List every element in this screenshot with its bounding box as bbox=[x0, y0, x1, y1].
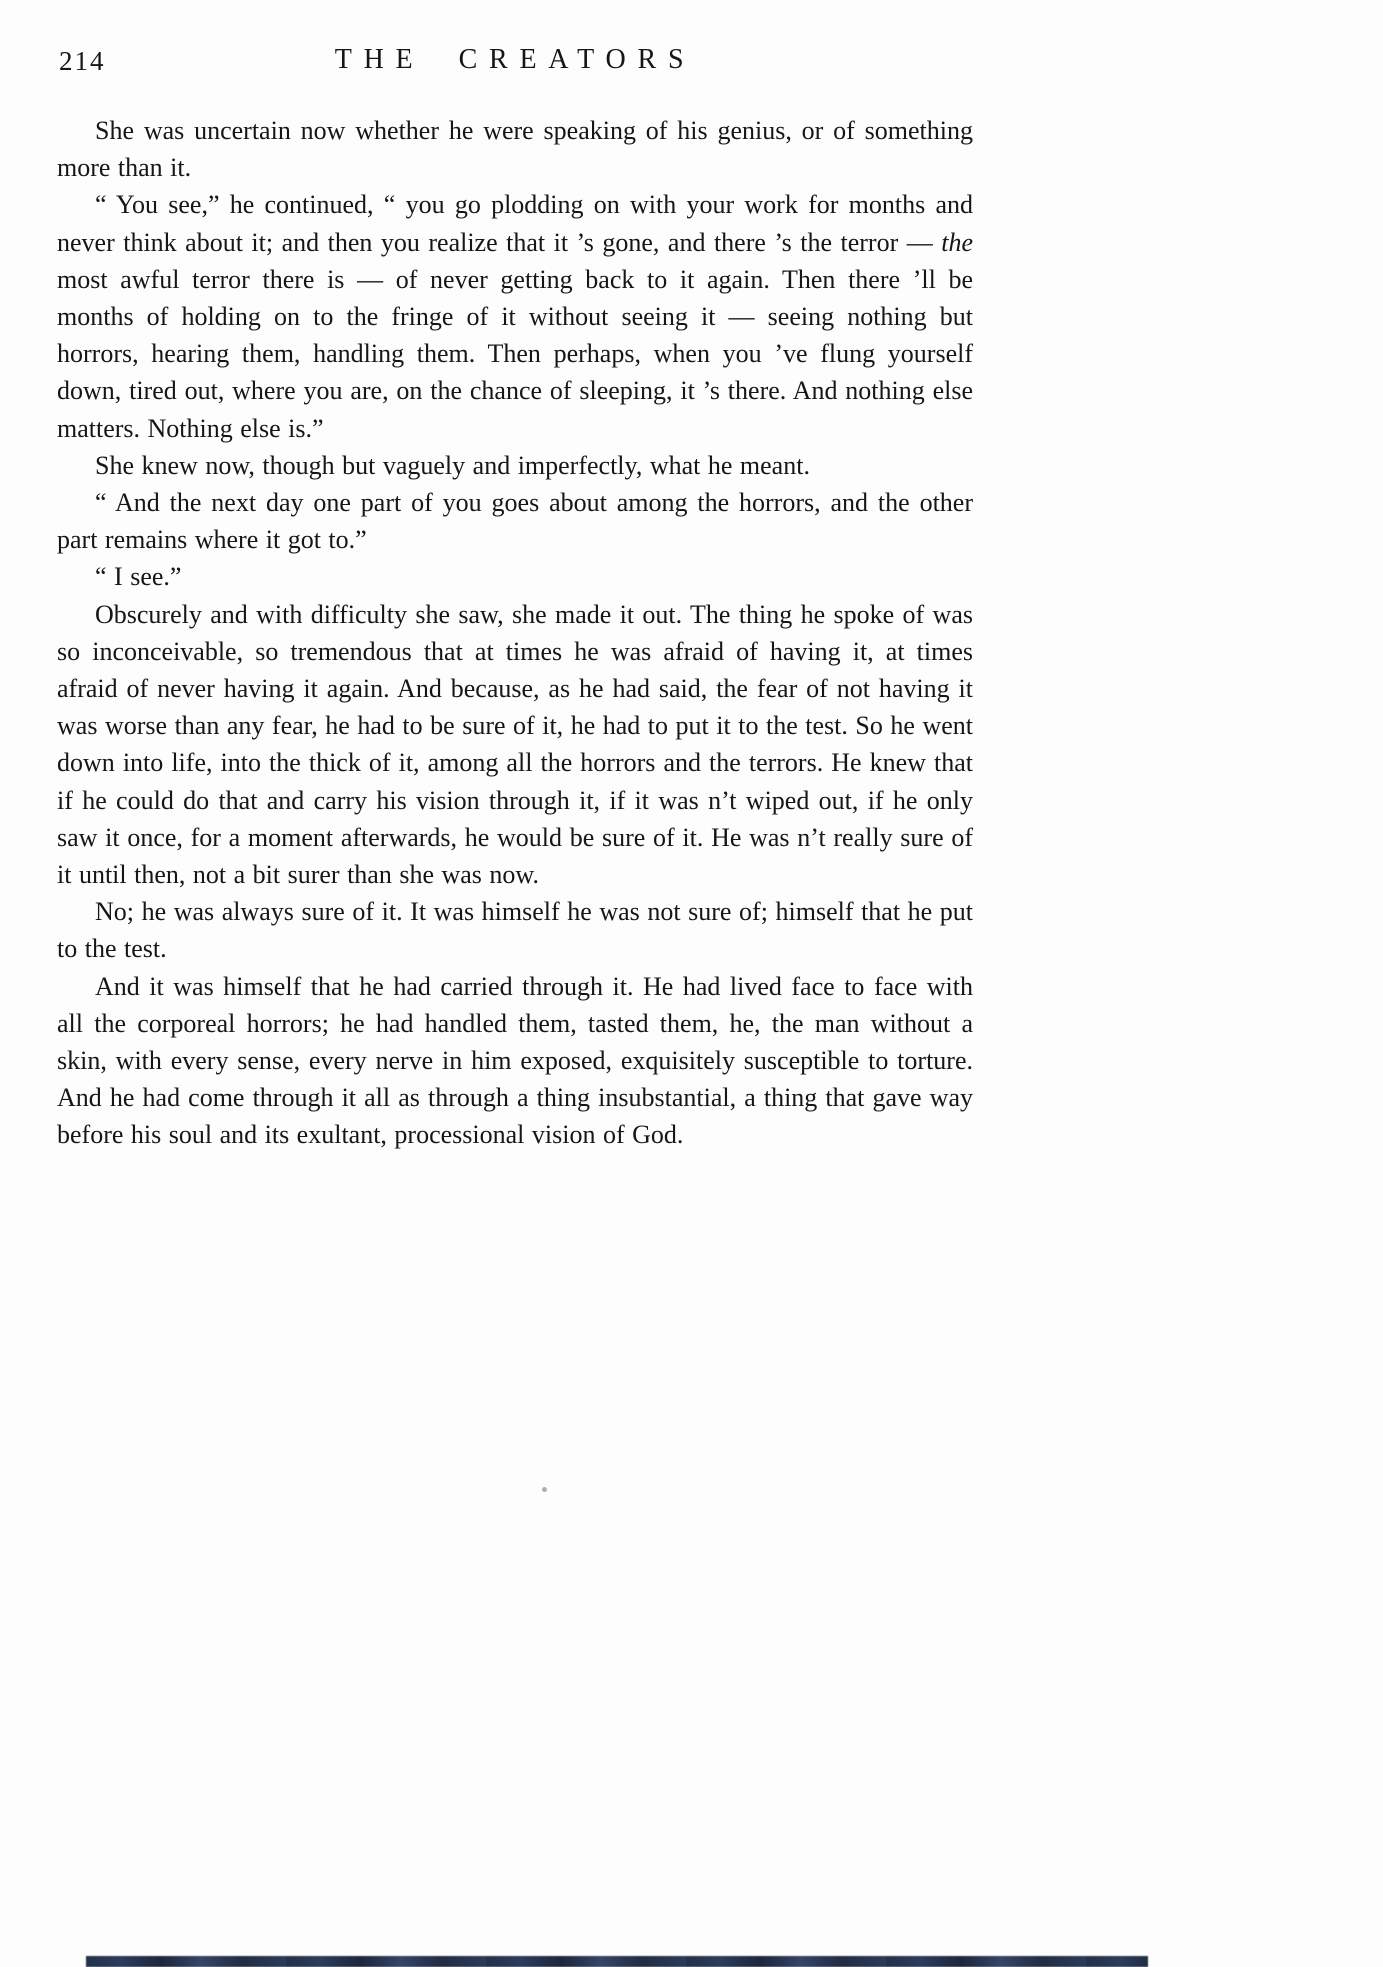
italic-text: the bbox=[941, 227, 973, 257]
text-segment: “ I see.” bbox=[95, 562, 182, 592]
paragraph bbox=[57, 112, 973, 186]
paragraph bbox=[57, 558, 973, 595]
scan-speckle-artifact bbox=[542, 1487, 547, 1492]
text-block bbox=[57, 44, 973, 1154]
paragraph bbox=[57, 186, 973, 446]
page-number: 214 bbox=[59, 46, 106, 76]
scan-edge-artifact bbox=[86, 1956, 1148, 1967]
paragraph bbox=[57, 596, 973, 894]
paragraph bbox=[57, 484, 973, 558]
text-segment: And it was himself that he had carried through it. He had lived face to face with all the corporeal horrors; he had handled them, tasted them, he, the man without a skin, with every sense, every nerve in him exposed, exquisitely susceptible to torture. And he had come through it all as through a thing insubstantial, a thing that gave way before his soul and its exultant, processional vision of God. bbox=[57, 971, 973, 1150]
text-segment: No; he was always sure of it. It was himself he was not sure of; himself that he put to the test. bbox=[57, 897, 973, 964]
paragraph bbox=[57, 447, 973, 484]
text-segment: most awful terror there is — of never getting back to it again. Then there ’ll be months of holding on to the fringe of it without seeing it — seeing nothing but horrors, hearing them, handling them. Then perhaps, when you ’ve flung yourself down, tired out, where you are, on the chance of sleeping, it ’s there. And nothing else matters. Nothing else is.” bbox=[57, 264, 973, 443]
text-segment: Obscurely and with difficulty she saw, she made it out. The thing he spoke of was so inconceivable, so tremendous that at times he was afraid of having it, at times afraid of never having it again. And because, as he had said, the fear of not having it was worse than any fear, he had to be sure of it, he had to put it to the test. So he went down into life, into the thick of it, among all the horrors and the terrors. He knew that if he could do that and carry his vision through it, if it was n’t wiped out, if he only saw it once, for a moment afterwards, he would be sure of it. He was n’t really sure of it until then, not a bit surer than she was now. bbox=[57, 599, 973, 890]
page-body bbox=[57, 112, 973, 1154]
text-segment: She knew now, though but vaguely and imperfectly, what he meant. bbox=[95, 450, 810, 480]
text-segment: She was uncertain now whether he were speaking of his genius, or of something more than it. bbox=[57, 116, 973, 183]
text-segment: “ And the next day one part of you goes about among the horrors, and the other part remains where it got to.” bbox=[57, 488, 973, 555]
page-header bbox=[57, 44, 973, 88]
text-segment: “ You see,” he continued, “ you go plodding on with your work for months and never think about it; and then you realize that it ’s gone, and there ’s the terror — bbox=[57, 190, 973, 257]
running-title: THE CREATORS bbox=[334, 44, 696, 75]
paragraph bbox=[57, 893, 973, 967]
paragraph bbox=[57, 968, 973, 1154]
